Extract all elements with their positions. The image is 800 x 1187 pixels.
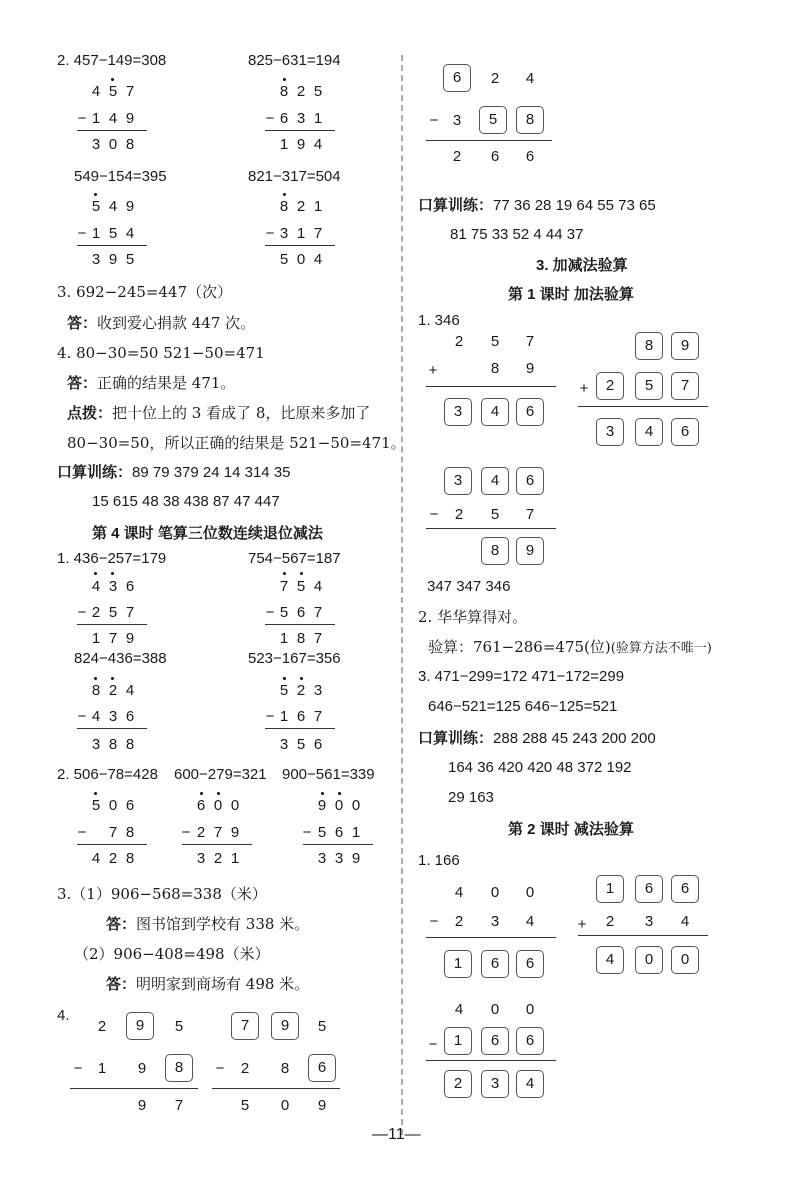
oral-training-row: 15 615 48 38 438 87 47 447 xyxy=(92,493,280,510)
oral-training-row: 29 163 xyxy=(448,789,494,806)
oral-training: 口算训练：288 288 45 243 200 200 xyxy=(418,730,656,747)
equation: 824−436=388 xyxy=(74,650,167,667)
problem-3: 3. 471−299=172 471−172=299 xyxy=(418,668,625,685)
problem-1: 1. 166 xyxy=(418,852,460,869)
problem-4: 4. 80−30=50 521−50=471 xyxy=(57,344,265,362)
equation: 825−631=194 xyxy=(248,52,341,69)
answer: 答：收到爱心捐款 447 次。 xyxy=(67,314,256,332)
problem-3-row: 646−521=125 646−125=521 xyxy=(428,698,618,715)
check-line: 验算：761−286=475(位)(验算方法不唯一) xyxy=(428,638,712,656)
answer: 答：正确的结果是 471。 xyxy=(67,374,236,392)
lesson-title: 第 1 课时 加法验算 xyxy=(508,286,634,303)
equation: 821−317=504 xyxy=(248,168,341,185)
equation: 754−567=187 xyxy=(248,550,341,567)
problem-1: 1. 346 xyxy=(418,312,460,329)
oral-training: 口算训练：77 36 28 19 64 55 73 65 xyxy=(418,197,656,214)
answer: 答：图书馆到学校有 338 米。 xyxy=(106,915,310,933)
oral-training-row: 81 75 33 52 4 44 37 xyxy=(450,226,584,243)
page-number: —11— xyxy=(372,1126,421,1143)
problem-3-part-2: （2）906−408=498（米） xyxy=(74,945,270,963)
equation: 2. 457−149=308 xyxy=(57,52,167,69)
equation: 1. 436−257=179 xyxy=(57,550,167,567)
problem-4-number: 4. xyxy=(57,1007,70,1024)
answer: 答：明明家到商场有 498 米。 xyxy=(106,975,310,993)
equation: 600−279=321 xyxy=(174,766,267,783)
equation: 549−154=395 xyxy=(74,168,167,185)
problem-2: 2. 华华算得对。 xyxy=(418,608,528,626)
lesson-title: 第 2 课时 减法验算 xyxy=(508,821,634,838)
equation: 900−561=339 xyxy=(282,766,375,783)
equation: 2. 506−78=428 xyxy=(57,766,158,783)
problem-3-part-1: 3.（1）906−568=338（米） xyxy=(57,885,267,903)
tip: 点拨：把十位上的 3 看成了 8，比原来多加了 xyxy=(67,404,371,422)
oral-training-row: 164 36 420 420 48 372 192 xyxy=(448,759,632,776)
tip-continued: 80−30=50，所以正确的结果是 521−50=471。 xyxy=(67,434,406,452)
answers: 347 347 346 xyxy=(427,578,511,595)
column-divider xyxy=(401,55,403,1135)
section-title: 3. 加减法验算 xyxy=(536,257,628,274)
oral-training: 口算训练：89 79 379 24 14 314 35 xyxy=(57,464,291,481)
lesson-title: 第 4 课时 笔算三位数连续退位减法 xyxy=(92,525,323,542)
problem-3: 3. 692−245=447（次） xyxy=(57,283,233,301)
equation: 523−167=356 xyxy=(248,650,341,667)
